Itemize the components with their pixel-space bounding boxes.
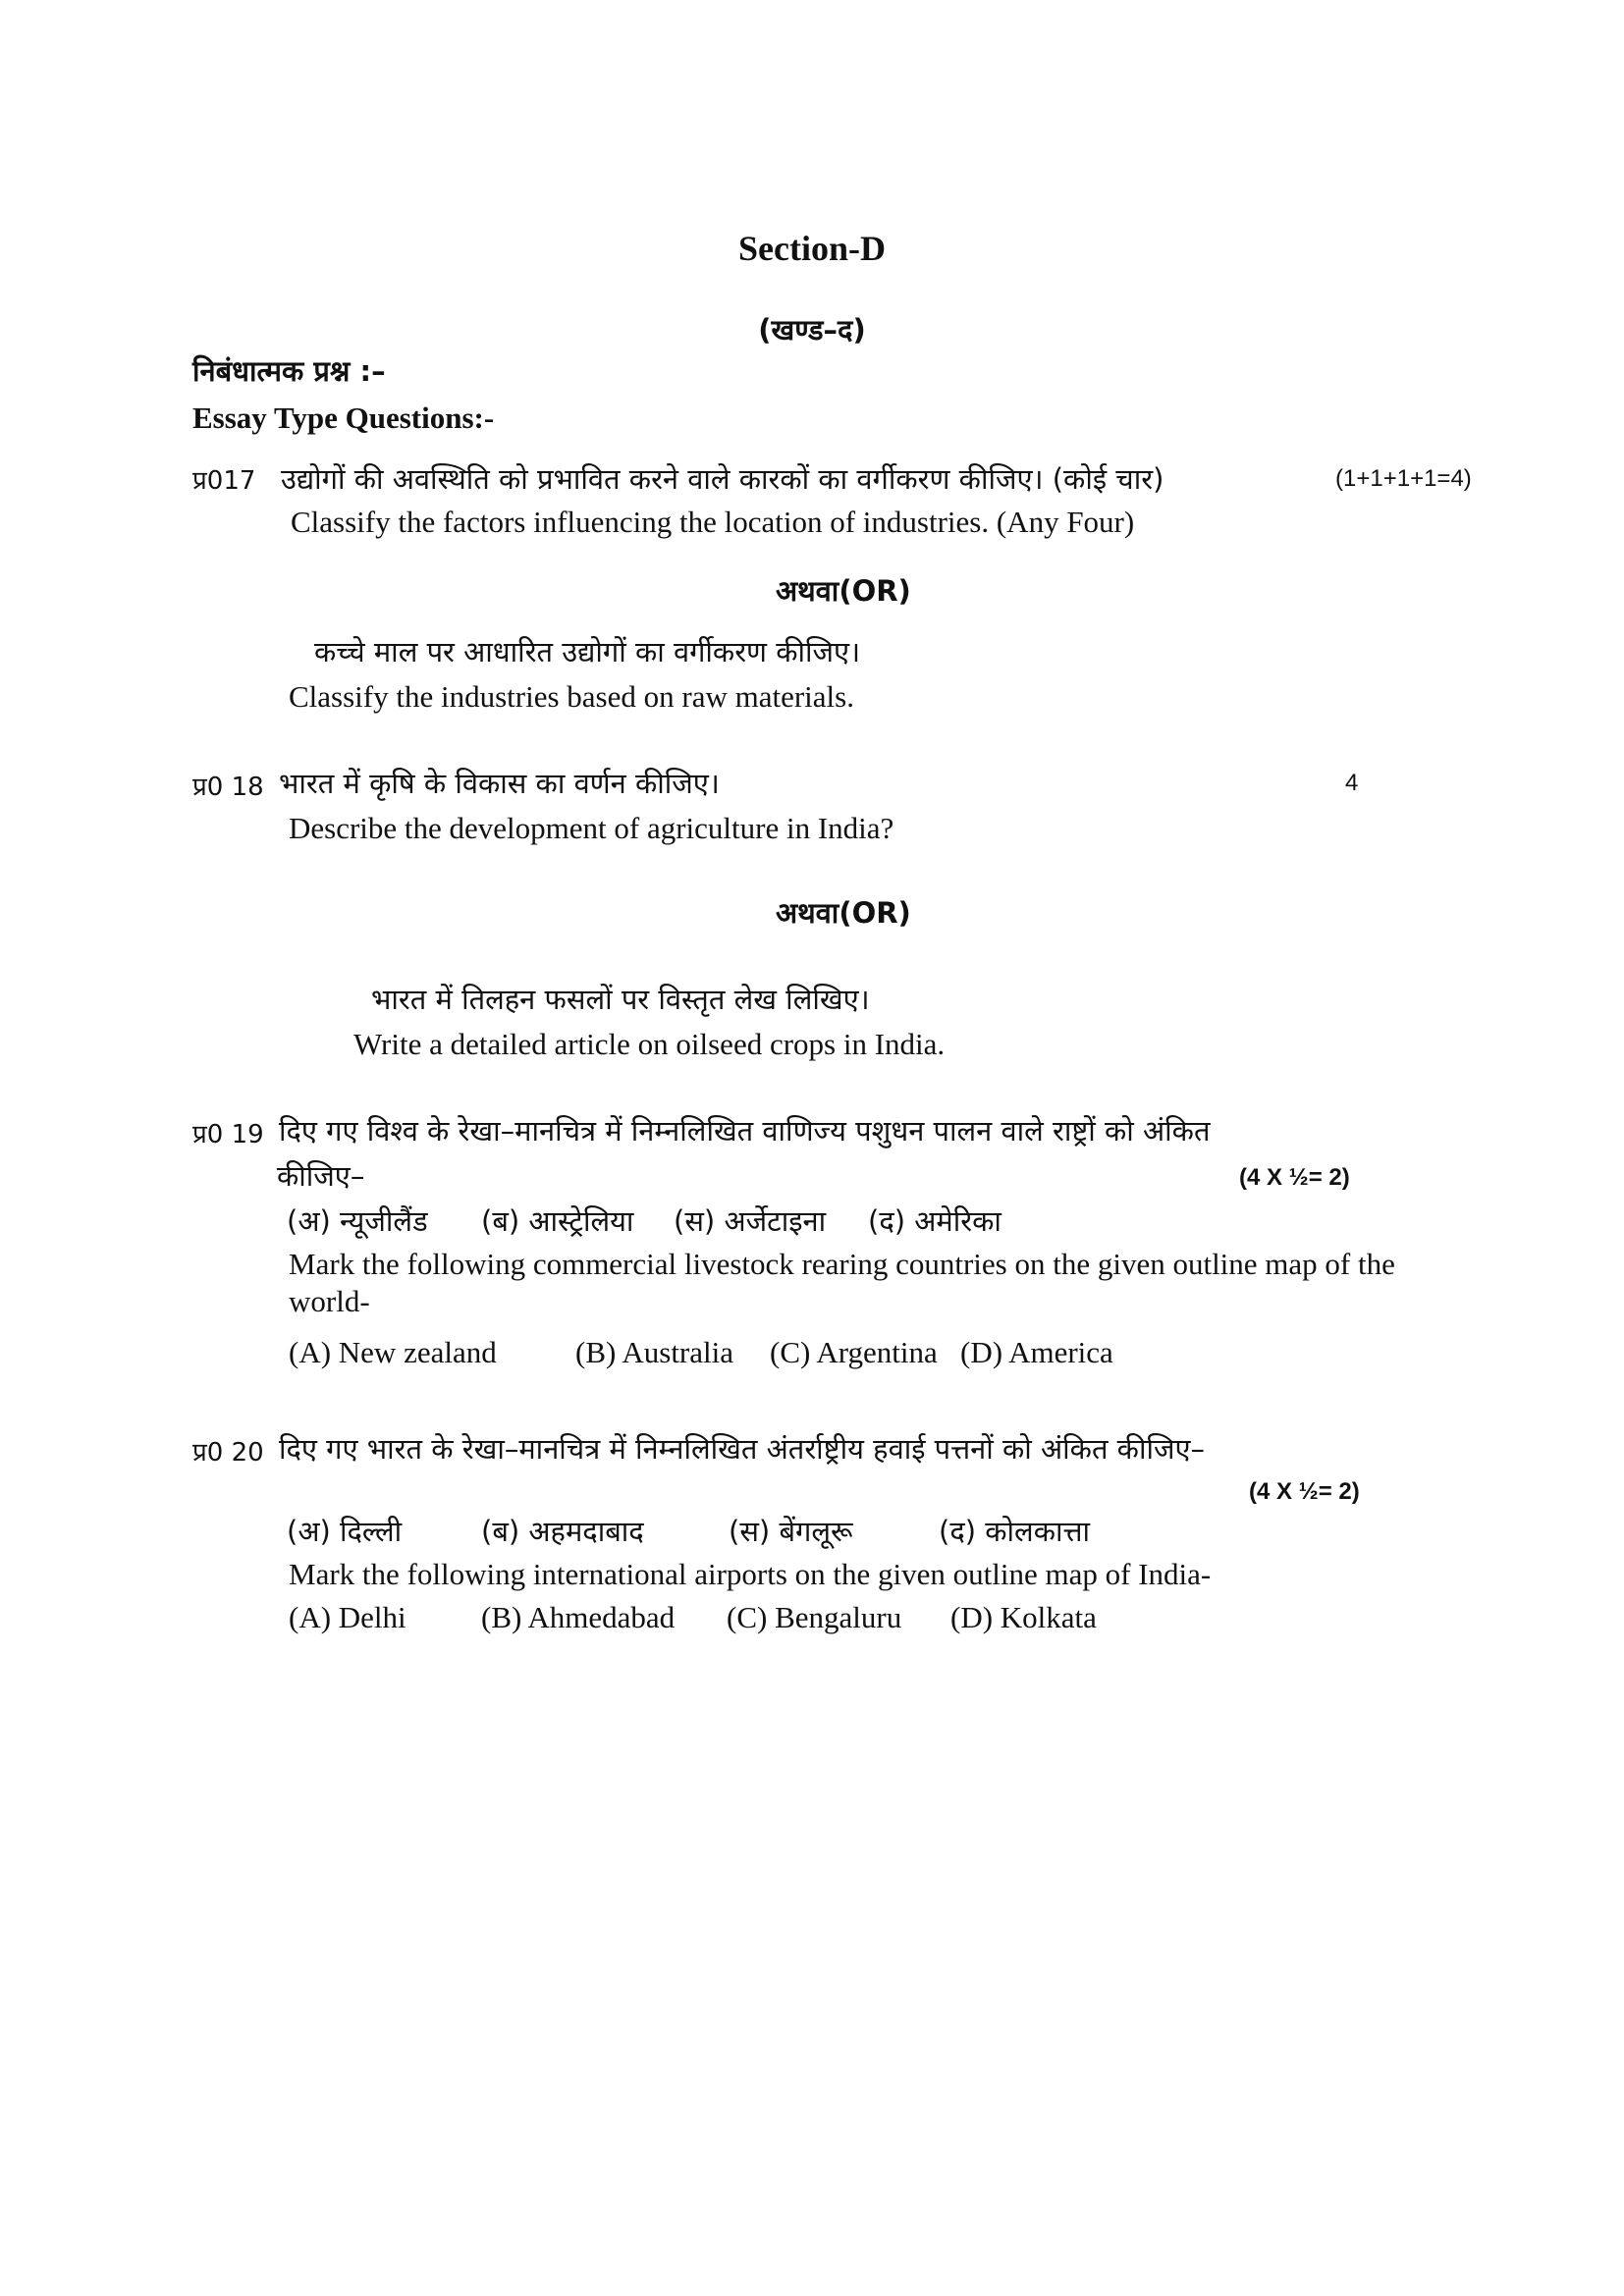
q17-number: प्र017 bbox=[192, 466, 256, 496]
q18-alt-english-text: Write a detailed article on oilseed crops in India. bbox=[353, 1027, 946, 1061]
q20-english-option-d: (D) Kolkata bbox=[950, 1600, 1097, 1634]
q19-number: प्र0 19 bbox=[192, 1120, 264, 1149]
q17-english-text: Classify the factors influencing the location of industries. (Any Four) bbox=[291, 505, 1135, 539]
q18-alt-hindi-text: भारत में तिलहन फसलों पर विस्तृत लेख लिखिए। bbox=[371, 983, 870, 1016]
q19-english-option-a: (A) New zealand bbox=[289, 1335, 497, 1369]
q20-marks: (4 X ½= 2) bbox=[1249, 1478, 1360, 1505]
q20-hindi-option-c: (स) बेंगलूरू bbox=[729, 1515, 853, 1548]
q17-alt-hindi-text: कच्चे माल पर आधारित उद्योगों का वर्गीकरण कीजिए। bbox=[314, 635, 861, 668]
essay-heading-english: Essay Type Questions:- bbox=[192, 400, 495, 435]
essay-heading-hindi: निबंधात्मक प्रश्न :– bbox=[192, 354, 386, 388]
q17-or-label: अथवा(OR) bbox=[776, 574, 911, 608]
q19-english-line2: world- bbox=[289, 1284, 370, 1318]
q20-english-option-a: (A) Delhi bbox=[289, 1600, 406, 1634]
section-title: Section-D bbox=[738, 229, 886, 268]
q20-hindi-option-a: (अ) दिल्ली bbox=[287, 1515, 403, 1548]
q20-number: प्र0 20 bbox=[192, 1438, 264, 1468]
q18-marks: 4 bbox=[1345, 770, 1359, 796]
q19-hindi-line2: कीजिए– bbox=[277, 1159, 365, 1193]
q19-hindi-option-a: (अ) न्यूजीलैंड bbox=[287, 1204, 428, 1238]
q19-hindi-option-c: (स) अर्जेटाइना bbox=[674, 1204, 827, 1238]
q17-hindi-text: उद्योगों की अवस्थिति को प्रभावित करने वाले कारकों का वर्गीकरण कीजिए। (कोई चार) bbox=[281, 462, 1164, 496]
q17-alt-english-text: Classify the industries based on raw materials. bbox=[289, 679, 854, 714]
q19-english-option-c: (C) Argentina bbox=[770, 1335, 938, 1369]
q19-hindi-option-b: (ब) आस्ट्रेलिया bbox=[481, 1204, 634, 1238]
q19-marks: (4 X ½= 2) bbox=[1239, 1164, 1350, 1191]
q18-hindi-text: भारत में कृषि के विकास का वर्णन कीजिए। bbox=[279, 767, 720, 800]
q19-english-option-d: (D) America bbox=[960, 1335, 1113, 1369]
q20-english-option-c: (C) Bengaluru bbox=[727, 1600, 902, 1634]
q20-english-option-b: (B) Ahmedabad bbox=[481, 1600, 676, 1634]
q18-or-label: अथवा(OR) bbox=[776, 896, 911, 930]
q19-english-line1: Mark the following commercial livestock rearing countries on the given outline map of the bbox=[289, 1247, 1395, 1281]
section-hindi-title: (खण्ड–द) bbox=[758, 313, 866, 347]
q19-english-option-b: (B) Australia bbox=[575, 1335, 733, 1369]
q20-hindi-option-d: (द) कोलकात्ता bbox=[939, 1515, 1091, 1548]
q18-english-text: Describe the development of agriculture in India? bbox=[289, 811, 894, 845]
q20-english-text: Mark the following international airports on the given outline map of India- bbox=[289, 1557, 1212, 1591]
q17-marks: (1+1+1+1=4) bbox=[1335, 465, 1472, 492]
q20-hindi-text: दिए गए भारत के रेखा–मानचित्र में निम्नलिखित अंतर्राष्ट्रीय हवाई पत्तनों को अंकित कीजिए– bbox=[279, 1432, 1206, 1466]
q19-hindi-line1: दिए गए विश्व के रेखा–मानचित्र में निम्नलिखित वाणिज्य पशुधन पालन वाले राष्ट्रों को अंकित bbox=[279, 1114, 1211, 1148]
q20-hindi-option-b: (ब) अहमदाबाद bbox=[481, 1515, 644, 1548]
q19-hindi-option-d: (द) अमेरिका bbox=[868, 1204, 1001, 1238]
q18-number: प्र0 18 bbox=[192, 773, 264, 802]
